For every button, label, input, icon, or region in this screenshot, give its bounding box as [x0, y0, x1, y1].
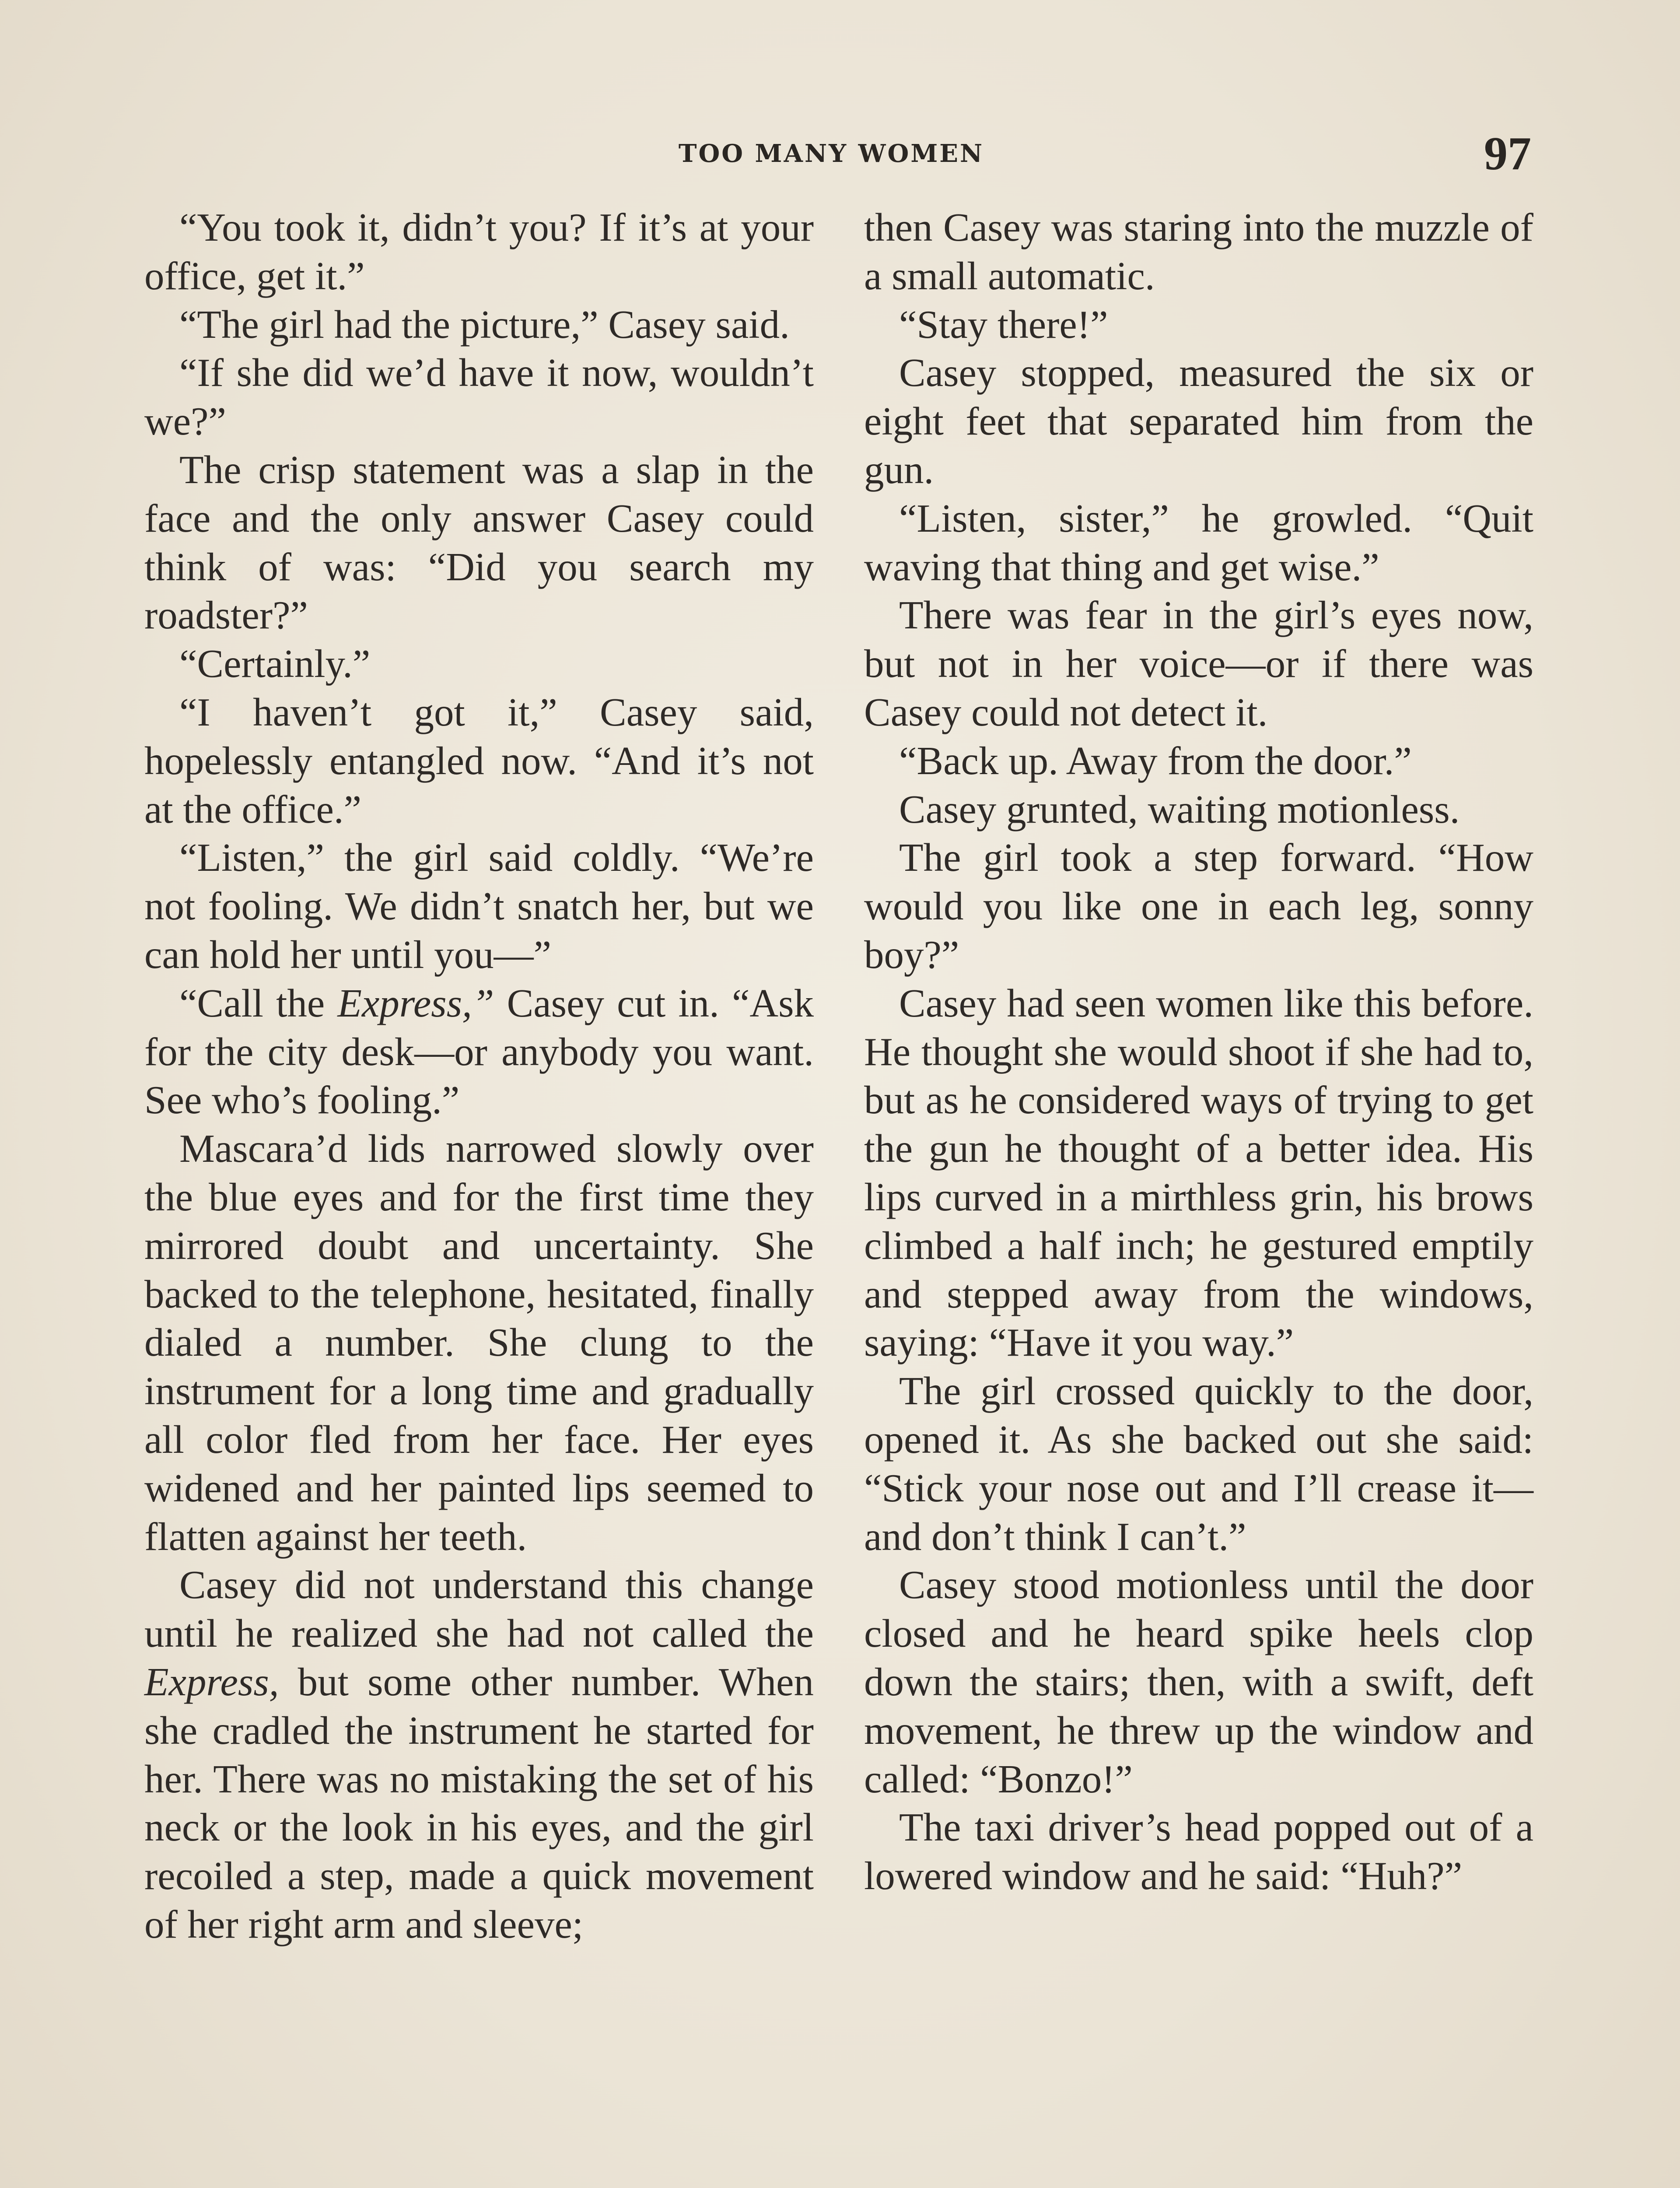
running-title: TOO MANY WOMEN: [678, 139, 984, 168]
page-number: 97: [1484, 128, 1531, 180]
paragraph: Mascara’d lids narrowed slowly over the blue eyes and for the first time they mirrored doubt and uncertainty. She backed to the telephone, hesitated, finally dialed a number. She clung to the instrument for a long time and gradually all color fled from her face. Her eyes widened and her painted lips seemed to flatten against her teeth.: [144, 1126, 814, 1559]
paragraph: “Certainly.”: [179, 642, 371, 686]
paragraph: The crisp statement was a slap in the face and the only answer Casey could think of was: “Did you search my roadster?”: [144, 447, 814, 638]
paragraph: “You took it, didn’t you? If it’s at your office, get it.”: [144, 205, 814, 298]
paragraph: “The girl had the picture,” Casey said.: [179, 302, 790, 347]
newspaper-name: Express,”: [337, 981, 494, 1025]
paragraph: “If she did we’d have it now, wouldn’t we?”: [144, 351, 814, 444]
paragraph: “Back up. Away from the door.”: [899, 738, 1412, 783]
paragraph: The girl took a step forward. “How would you like one in each leg, sonny boy?”: [864, 835, 1533, 977]
paragraph: “I haven’t got it,” Casey said, hopelessly entangled now. “And it’s not at the office.”: [144, 690, 814, 831]
text-span: Casey cut in. “Ask for the city desk—or anybody you want. See who’s fooling.”: [144, 981, 814, 1122]
paragraph: “Listen, sister,” he growled. “Quit waving that thing and get wise.”: [864, 496, 1533, 589]
paragraph: [144, 1561, 814, 1949]
paragraph: Casey grunted, waiting motionless.: [899, 787, 1460, 831]
text-span: Casey did not understand this change until he realized she had not called the: [144, 1563, 814, 1656]
paragraph: There was fear in the girl’s eyes now, but not in her voice—or if there was Casey could not detect it.: [864, 593, 1533, 734]
newspaper-name: Express,: [144, 1659, 279, 1704]
paragraph: “Listen,” the girl said coldly. “We’re not fooling. We didn’t snatch her, but we can hold her until you—”: [144, 835, 814, 977]
paragraph: “Stay there!”: [899, 302, 1108, 347]
paragraph: Casey stopped, measured the six or eight feet that separated him from the gun.: [864, 351, 1533, 492]
right-column: [864, 203, 1533, 1900]
text-span: “Call the: [179, 981, 338, 1025]
text-span: but some other number. When she cradled the instrument he started for her. There was no mistaking the set of his neck or the look in his eyes, and the girl recoiled a step, made a quick movement of her right arm and sleeve;: [144, 1659, 814, 1946]
paragraph: The taxi driver’s head popped out of a lowered window and he said: “Huh?”: [864, 1805, 1533, 1898]
paragraph: Casey stood motionless until the door closed and he heard spike heels clop down the stairs; then, with a swift, deft movement, he threw up the window and called: “Bonzo!”: [864, 1563, 1533, 1801]
paragraph-continuation: then Casey was staring into the muzzle of a small automatic.: [864, 205, 1533, 298]
paragraph: The girl crossed quickly to the door, opened it. As she backed out she said: “Stick your nose out and I’ll crease it—and don’t think I can’t.”: [864, 1369, 1533, 1559]
paragraph: [144, 979, 814, 1125]
paragraph: Casey had seen women like this before. He thought she would shoot if she had to, but as he considered ways of trying to get the gun he thought of a better idea. His lips curved in a mirthless grin, his brows climbed a half inch; he gestured emptily and stepped away from the windows, saying: “Have it you way.”: [864, 981, 1533, 1365]
left-column: [144, 203, 814, 1949]
